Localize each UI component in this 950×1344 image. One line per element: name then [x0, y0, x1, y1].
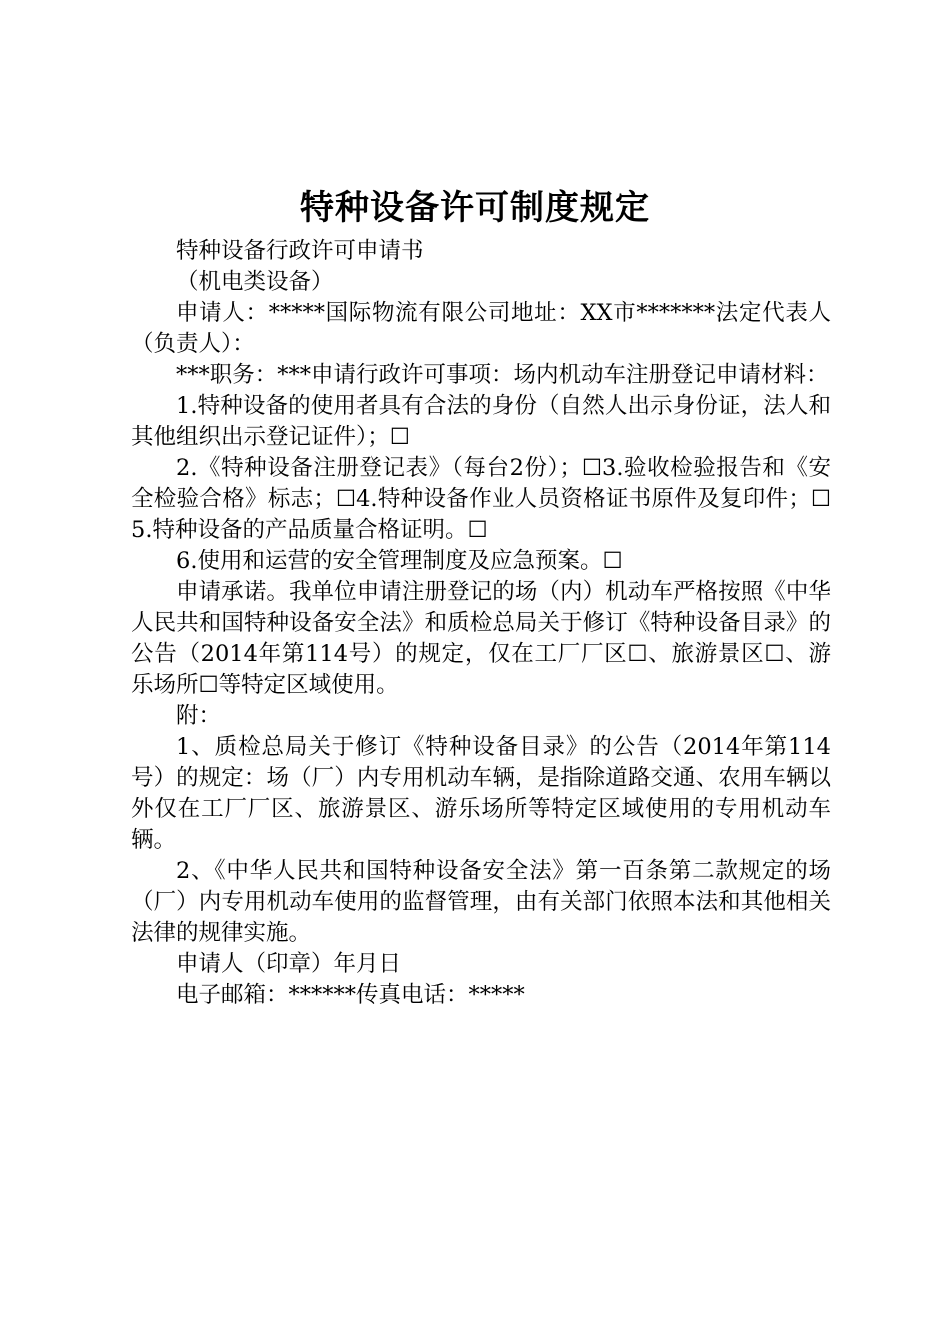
paragraph-form-name: 特种设备行政许可申请书: [176, 238, 424, 264]
paragraph-position-and-item: ***职务：***申请行政许可事项：场内机动车注册登记申请材料：: [176, 362, 829, 388]
paragraph-equipment-category: （机电类设备）: [176, 269, 334, 295]
paragraph-appendix-1: 1、质检总局关于修订《特种设备目录》的公告（2014年第114号）的规定：场（厂）内专用机动车辆，是指除道路交通、农用车辆以外仅在工厂厂区、旅游景区、游乐场所等特定区域使用的专用机动车辆。: [131, 734, 831, 853]
paragraph-signature-date: 申请人（印章）年月日: [176, 951, 402, 977]
paragraph-contact: 电子邮箱：******传真电话：*****: [176, 982, 525, 1008]
document-title: 特种设备许可制度规定: [300, 188, 650, 228]
paragraph-appendix-heading: 附：: [176, 703, 222, 729]
paragraph-material-1: 1.特种设备的使用者具有合法的身份（自然人出示身份证，法人和其他组织出示登记证件）；☐: [131, 393, 831, 450]
paragraph-appendix-2: 2、《中华人民共和国特种设备安全法》第一百条第二款规定的场（厂）内专用机动车使用的监督管理，由有关部门依照本法和其他相关法律的规律实施。: [131, 858, 831, 946]
paragraph-commitment: 申请承诺。我单位申请注册登记的场（内）机动车严格按照《中华人民共和国特种设备安全法》和质检总局关于修订《特种设备目录》的公告（2014年第114号）的规定，仅在工厂厂区☐、旅游景区☐、游乐场所☐等特定区域使用。: [131, 579, 831, 698]
paragraph-applicant: 申请人：*****国际物流有限公司地址：XX市*******法定代表人（负责人）：: [131, 300, 831, 357]
paragraph-materials-2-to-5: 2.《特种设备注册登记表》（每台2份）；☐3.验收检验报告和《安全检验合格》标志；☐4.特种设备作业人员资格证书原件及复印件；☐5.特种设备的产品质量合格证明。☐: [131, 455, 831, 543]
paragraph-material-6: 6.使用和运营的安全管理制度及应急预案。☐: [176, 548, 623, 574]
document-body: [131, 236, 831, 1011]
